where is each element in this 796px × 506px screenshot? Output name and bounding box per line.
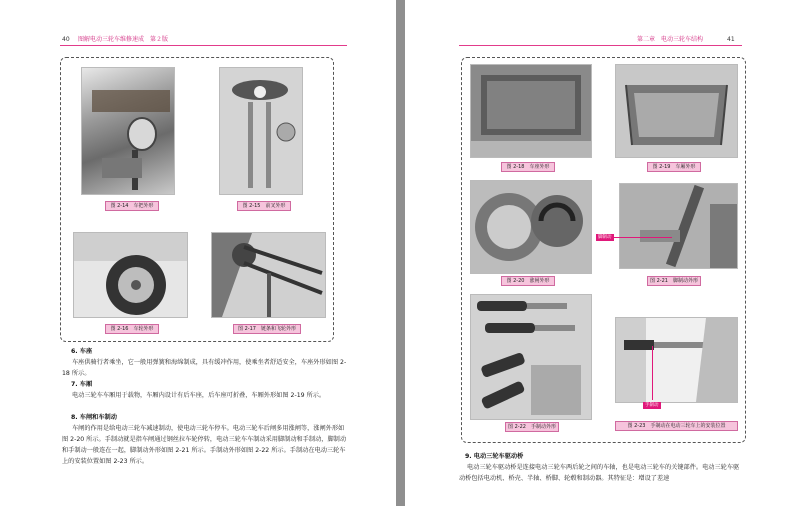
seat-photo <box>470 64 592 158</box>
drum-brake-photo <box>470 180 592 274</box>
handlebar-photo <box>81 67 175 195</box>
page-number: 41 <box>727 36 735 43</box>
chain-image <box>212 233 325 317</box>
section-text: 电动三轮车驱动桥是连接电动三轮车两后轮之间的车轴，也是电动三轮车的关键部件。电动三轮车驱动桥包括电动机、桥壳、半轴、桥脚、轮毂和制动器。其特征是：增设了差速 <box>459 464 740 482</box>
fork-photo <box>219 67 303 195</box>
figure-caption: 图 2-20 涨闸外形 <box>501 276 555 286</box>
section-heading: 6. 车座 <box>71 348 93 355</box>
figure-frame <box>461 57 746 443</box>
foot-brake-tag: 脚制动 <box>598 235 612 240</box>
left-page <box>0 0 396 506</box>
wheel-photo <box>73 232 188 318</box>
section-heading: 7. 车厢 <box>71 381 93 388</box>
figure-frame <box>60 57 334 342</box>
section-text: 车座供骑行者乘坐，它一般用弹簧和海绵制成，具有缓冲作用，使乘坐者舒适安全，车座外形如图 2-18 所示。 <box>62 359 347 377</box>
hand-brake-position-image <box>616 318 737 402</box>
section-text: 车闸的作用是给电动三轮车减速制动，使电动三轮车停车。电动三轮车后闸多用涨闸等，涨闸外形如图 2-20 所示。手制动就是指车闸通过钢丝拉车轮停转，电动三轮车车制动采用脚制动和手制动，脚制动和手制动一般连在一起，脚制动外形如图 2-21 所示。手制动外形如图 2-22 所示。手制动在电动三轮车上的安装位置如图 2-23 所示。 <box>62 425 347 465</box>
figure-caption: 图 2-15 前叉外形 <box>237 201 291 211</box>
header-rule <box>60 45 347 46</box>
leader-line <box>614 237 672 238</box>
hand-brake-tag: 手制动 <box>645 403 659 408</box>
wheel-image <box>74 233 187 317</box>
header-title: 图解电动三轮车维修速成 第２版 <box>78 36 169 43</box>
figure-caption: 图 2-18 车座外形 <box>501 162 555 172</box>
figure-caption: 图 2-23 手制动在电动三轮车上的安装位置 <box>615 421 738 431</box>
header-rule <box>459 45 742 46</box>
handlebar-image <box>82 68 174 194</box>
hand-brake-image <box>471 295 591 419</box>
section-heading: 9. 电动三轮车驱动桥 <box>465 453 524 460</box>
figure-caption: 图 2-22 手制动外形 <box>505 422 559 432</box>
figure-caption: 图 2-21 脚制动外形 <box>647 276 701 286</box>
right-page <box>405 0 796 506</box>
fork-image <box>220 68 302 194</box>
hand-brake-photo <box>470 294 592 420</box>
foot-brake-image <box>620 184 737 268</box>
section-heading: 8. 车闸和车制动 <box>71 414 117 421</box>
section-text: 电动三轮车车厢用于载物，车厢内设计有后车座，后车座可折叠，车厢外形如图 2-19 所示。 <box>72 392 326 399</box>
figure-caption: 图 2-17 链条和飞轮外形 <box>233 324 301 334</box>
seat-image <box>471 65 591 157</box>
page-number: 40 <box>62 36 70 43</box>
leader-line <box>652 346 653 400</box>
figure-caption: 图 2-14 车把外形 <box>105 201 159 211</box>
foot-brake-photo <box>619 183 738 269</box>
hand-brake-position-photo <box>615 317 738 403</box>
cargo-box-photo <box>615 64 738 158</box>
cargo-box-image <box>616 65 737 157</box>
drum-brake-image <box>471 181 591 273</box>
chain-photo <box>211 232 326 318</box>
figure-caption: 图 2-19 车厢外形 <box>647 162 701 172</box>
header-title: 第二章 电动三轮车结构 <box>637 36 704 43</box>
figure-caption: 图 2-16 车轮外形 <box>105 324 159 334</box>
